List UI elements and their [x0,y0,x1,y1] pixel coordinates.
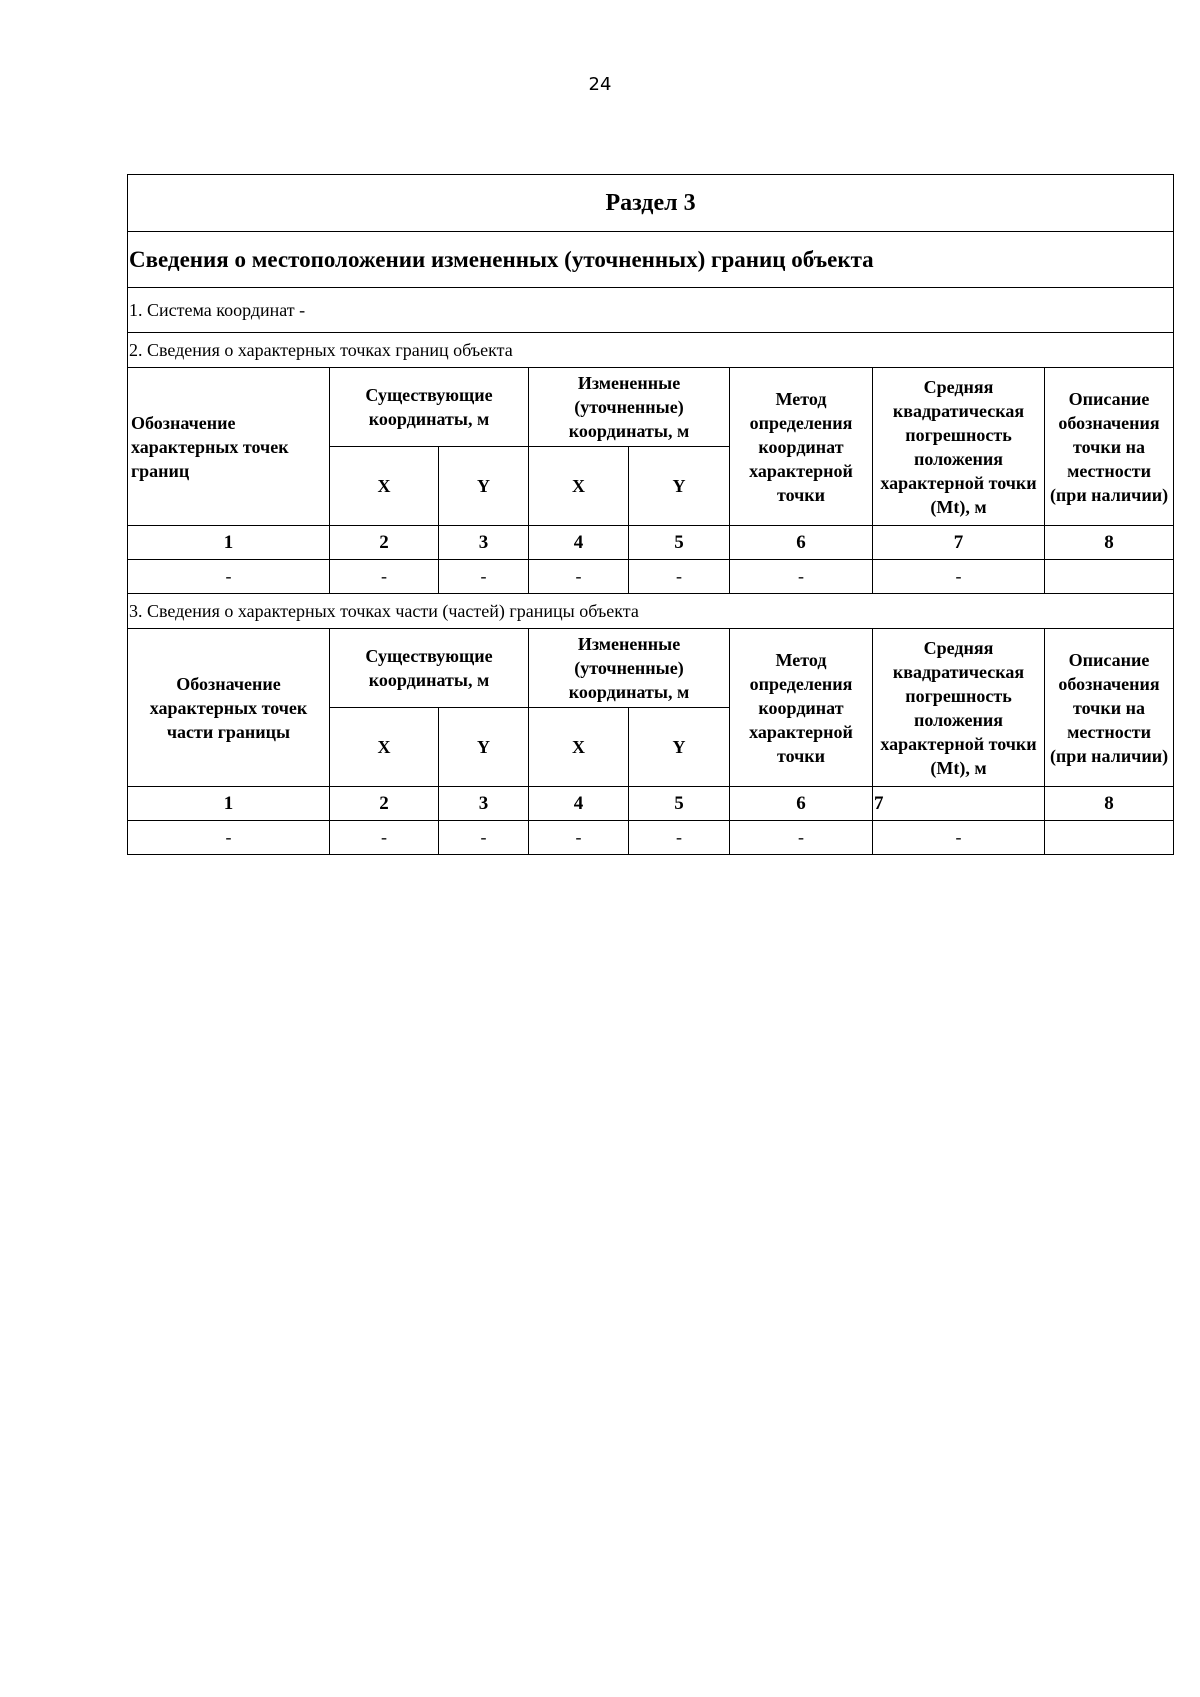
table-cell: - [529,821,629,855]
col-mean-square-error: Средняя квадратическая погрешность положения характерной точки (Mt), м [873,629,1045,787]
table-cell: - [128,821,330,855]
col-existing-y: Y [439,447,529,526]
col-changed-y: Y [629,708,730,787]
table-cell: - [128,560,330,594]
col-changed-y: Y [629,447,730,526]
table-cell: - [873,821,1045,855]
table-cell: - [529,560,629,594]
column-number: 2 [330,526,439,560]
page-number: 24 [588,74,612,95]
section-subtitle: Сведения о местоположении измененных (уточненных) границ объекта [128,232,1174,288]
col-changed-coordinates: Измененные (уточненные) координаты, м [529,368,730,447]
table-cell: - [730,821,873,855]
boundary-part-points-heading: 3. Сведения о характерных точках части (частей) границы объекта [128,594,1174,629]
col-existing-y: Y [439,708,529,787]
col-mean-square-error: Средняя квадратическая погрешность положения характерной точки (Mt), м [873,368,1045,526]
col-existing-x: X [330,447,439,526]
table-row [128,560,1174,594]
table-cell: - [330,821,439,855]
column-number: 4 [529,787,629,821]
col-part-point-designation: Обозначение характерных точек части границы [128,629,330,787]
table-cell: - [730,560,873,594]
column-number: 1 [128,526,330,560]
table-cell: - [439,821,529,855]
col-method: Метод определения координат характерной точки [730,368,873,526]
coordinate-system-row: 1. Система координат - [128,288,1174,333]
col-changed-x: X [529,447,629,526]
section-title: Раздел 3 [128,175,1174,232]
column-number: 3 [439,787,529,821]
table-cell: - [629,821,730,855]
table-cell: - [439,560,529,594]
col-changed-coordinates: Измененные (уточненные) координаты, м [529,629,730,708]
section-3-table [127,174,1174,855]
column-number: 4 [529,526,629,560]
column-number: 1 [128,787,330,821]
column-number: 8 [1045,526,1174,560]
table-row [128,821,1174,855]
table-cell: - [330,560,439,594]
boundary-points-heading: 2. Сведения о характерных точках границ объекта [128,333,1174,368]
table-cell [1045,821,1174,855]
column-number: 7 [873,526,1045,560]
col-description: Описание обозначения точки на местности (при наличии) [1045,629,1174,787]
column-number: 2 [330,787,439,821]
column-number: 7 [873,787,1045,821]
column-number: 5 [629,787,730,821]
table-cell: - [629,560,730,594]
col-existing-coordinates: Существующие координаты, м [330,368,529,447]
col-method: Метод определения координат характерной точки [730,629,873,787]
column-number: 6 [730,526,873,560]
table-cell: - [873,560,1045,594]
table-cell [1045,560,1174,594]
column-number: 3 [439,526,529,560]
col-point-designation: Обозначение характерных точек границ [128,368,330,526]
column-number: 5 [629,526,730,560]
col-changed-x: X [529,708,629,787]
col-existing-coordinates: Существующие координаты, м [330,629,529,708]
column-number: 6 [730,787,873,821]
col-description: Описание обозначения точки на местности (при наличии) [1045,368,1174,526]
column-number: 8 [1045,787,1174,821]
col-existing-x: X [330,708,439,787]
